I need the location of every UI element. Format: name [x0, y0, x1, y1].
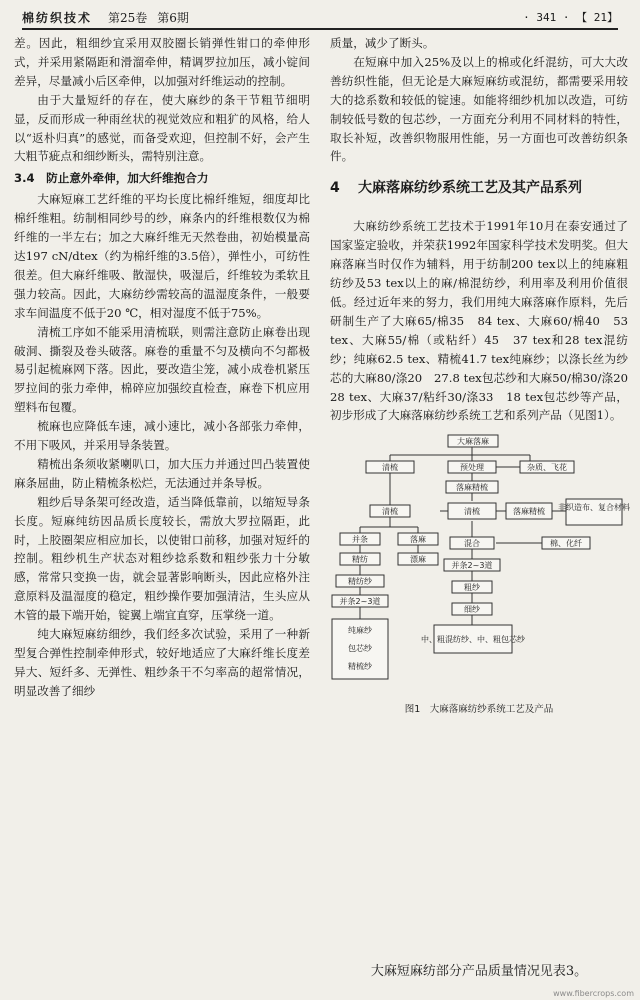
right-column [330, 34, 640, 976]
paragraph: 纯大麻短麻纺细纱，我们经多次试验，采用了一种新型复合弹性控制牵伸形式，较好地适应了大麻纤维长度差异大、短纤多、无弹性、粗纱条干不匀率高的超常情况，明显改善了细纱 [14, 627, 310, 698]
page-header [22, 6, 618, 30]
flow-box-roving-l [340, 533, 380, 545]
issue-label: 第6期 [157, 10, 189, 25]
paragraph: 差。因此，粗细纱宜采用双胶圈长销弹性钳口的牵伸形式，并采用紧隔距和滑溜牵伸，精调罗拉加压，减小锭间差异，尽量减小后区牵伸，以加强对纤维运动的控制。 [14, 36, 310, 88]
flowchart-diagram [330, 433, 628, 695]
flow-box-draw23 [332, 595, 388, 607]
flow-box-cotton [542, 537, 590, 549]
svg-text:清梳: 清梳 [382, 463, 398, 473]
flow-box-impurity [520, 461, 574, 473]
svg-text:并条: 并条 [352, 535, 368, 545]
paragraph: 梳麻也应降低车速，减小速比，减小各部张力牵伸，不用下吸风，并采用导条装置。 [14, 419, 310, 453]
flow-box-fine-yarn [336, 575, 384, 587]
flowchart-figure [330, 433, 628, 715]
svg-text:棉、化纤: 棉、化纤 [550, 539, 582, 549]
paragraph: 在短麻中加入25%及以上的棉或化纤混纺，可大大改善纺织性能，但无论是大麻短麻纺或混纺，都需要采用较大的捻系数和较低的锭速。如能将细纱机加以改造，可纺制较低号数的包芯纱，一方面充分利用不同材料的特性，取长补短，改善织物服用性能，另一方面也可改善纺织条件。 [330, 54, 628, 164]
svg-text:并条2~3道: 并条2~3道 [451, 561, 493, 571]
flow-box-fine-comb [446, 481, 498, 493]
section-heading [330, 178, 628, 199]
flow-box-comb-mid [448, 503, 496, 519]
svg-text:精纺: 精纺 [352, 555, 368, 565]
journal-name: 棉纺织技术 [22, 10, 93, 25]
flow-box-rove-b [452, 581, 492, 593]
svg-text:落麻精梳: 落麻精梳 [513, 507, 545, 517]
flow-box-draw-b [444, 559, 500, 571]
svg-text:大麻落麻: 大麻落麻 [457, 437, 489, 447]
svg-text:精梳纱: 精梳纱 [348, 662, 372, 672]
flow-box-clean [366, 461, 414, 473]
paragraph: 质量，减少了断头。 [330, 36, 435, 50]
volume-label: 第25卷 [108, 10, 148, 25]
svg-text:落麻: 落麻 [410, 535, 426, 545]
table-reference: 大麻短麻纺部分产品质量情况见表3。 [370, 964, 588, 979]
section-title: 大麻落麻纺纱系统工艺及其产品系列 [358, 180, 582, 197]
flow-box-prep [448, 461, 496, 473]
svg-text:非织造布、复合材料: 非织造布、复合材料 [558, 503, 630, 513]
paragraph: 由于大量短纤的存在，使大麻纱的条干节粗节细明显，反而形成一种雨丝状的视觉效应和粗犷的风格，给人以“返朴归真”的感觉，而备受欢迎，但控制不好，会产生大粗节疵点和细纱断头，需特别注意。 [14, 92, 310, 164]
paragraph: 清梳工序如不能采用清梳联，则需注意防止麻卷出现破洞、撕裂及卷头破落。麻卷的重量不匀及横向不匀都极易引起梳麻网下落。因此，要改造尘笼，减小成卷机紧压罗拉间的张力牵伸，棉碎应加强绞直检查，麻卷下机应用塑料布包覆。 [14, 324, 310, 415]
page-number: · 341 · 【 21】 [523, 11, 618, 24]
flow-box-raw [448, 435, 498, 447]
svg-text:并条2~3道: 并条2~3道 [339, 597, 381, 607]
svg-text:细纱: 细纱 [464, 605, 480, 615]
svg-text:漂麻: 漂麻 [410, 555, 426, 565]
flow-box-out-mid [421, 625, 526, 653]
paragraph: 大麻纺纱系统工艺技术于1991年10月在泰安通过了国家鉴定验收，并荣获1992年国家科学技术发明奖。但大麻落麻当时仅作为辅料，用于纺制200 tex以上的纯麻粗纺纱及53 tex以上的麻/棉混纺纱，利用率及利用价值很低。经过近年来的努力，我们用纯大麻落麻作原料，先后研制生产了大麻65/棉35 84 tex、大麻60/棉40 53 tex、大麻55/棉（或粘纤）45 37 tex和28 tex混纺纱；纯麻62.5 tex、精梳41.7 tex纯麻纱；以涤长丝为纱芯的大麻80/涤20 27.8 tex包芯纱和大麻50/棉30/涤20 28 tex、大麻37/粘纤30/涤33 18 tex包芯纱等产品，初步形成了大麻落麻纺纱系统工艺和系列产品（见图1）。 [330, 219, 640, 423]
svg-text:包芯纱: 包芯纱 [348, 644, 372, 654]
flow-box-bleach [398, 553, 438, 565]
svg-text:粗纱: 粗纱 [464, 583, 480, 593]
svg-text:清梳: 清梳 [464, 507, 480, 517]
flow-box-fine-comb2 [506, 503, 552, 519]
left-column [14, 34, 310, 976]
svg-text:预处理: 预处理 [460, 463, 484, 473]
paragraph: 粗纱后导条架可经改造，适当降低靠前，以缩短导条长度。短麻纯纺因品质长度较长，需放大罗拉隔距，此时，上胶圈架应相应加长，以使钳口前移，加强对短纤的控制。粗纱机生产状态对粗纱捻系数和粗纱张力十分敏感，常常只变换一齿，就会显著影响断头，因此应格外注意原料及温湿度的稳定，粗纱操作要加强清洁，生头应从木管的最下端开始，锭翼上端宜直穿，压掌绕一道。 [14, 494, 310, 623]
subsection-heading: 3.4 防止意外牵伸，加大纤维抱合力 [14, 171, 209, 186]
flow-box-comb-left [370, 505, 410, 517]
flow-box-spin-b [452, 603, 492, 615]
section-number: 4 [330, 180, 340, 197]
svg-text:清梳: 清梳 [382, 507, 398, 517]
flow-box-roving-r [398, 533, 438, 545]
flow-box-out-right [558, 499, 630, 525]
flow-box-spin-l [340, 553, 380, 565]
flow-box-blend [450, 537, 494, 549]
figure-caption: 图1 大麻落麻纺纱系统工艺及产品 [404, 704, 554, 716]
paragraph: 大麻短麻工艺纤维的平均长度比棉纤维短，细度却比棉纤维粗。纺制相同纱号的纱，麻条内的纤维根数仅为棉纤维的一半左右；加之大麻纤维无天然卷曲，初始模量高达197 cN/dtex（约为棉纤维的3.5倍），弹性小，可纺性很差。但大麻纤维吸、散湿快，吸湿后，纤维较为柔软且强力较高。因此，大麻纺纱需较高的温湿度条件，一般要求车间温度不低于20 ℃，相对湿度不低于75%。 [14, 192, 310, 320]
svg-text:混合: 混合 [464, 539, 480, 549]
svg-text:纯麻纱: 纯麻纱 [348, 626, 372, 636]
svg-text:精纺纱: 精纺纱 [348, 577, 372, 587]
watermark: www.fibercrops.com [553, 989, 634, 998]
svg-text:杂质、飞花: 杂质、飞花 [527, 463, 567, 473]
svg-text:中、粗混纺纱、中、粗包芯纱: 中、粗混纺纱、中、粗包芯纱 [421, 635, 525, 645]
flow-box-out-left [332, 619, 388, 679]
svg-text:落麻精梳: 落麻精梳 [456, 483, 488, 493]
paragraph: 精梳出条须收紧喇叭口，加大压力并通过凹凸装置使麻条屈曲，防止精梳条松烂，无法通过并条导板。 [14, 456, 310, 490]
